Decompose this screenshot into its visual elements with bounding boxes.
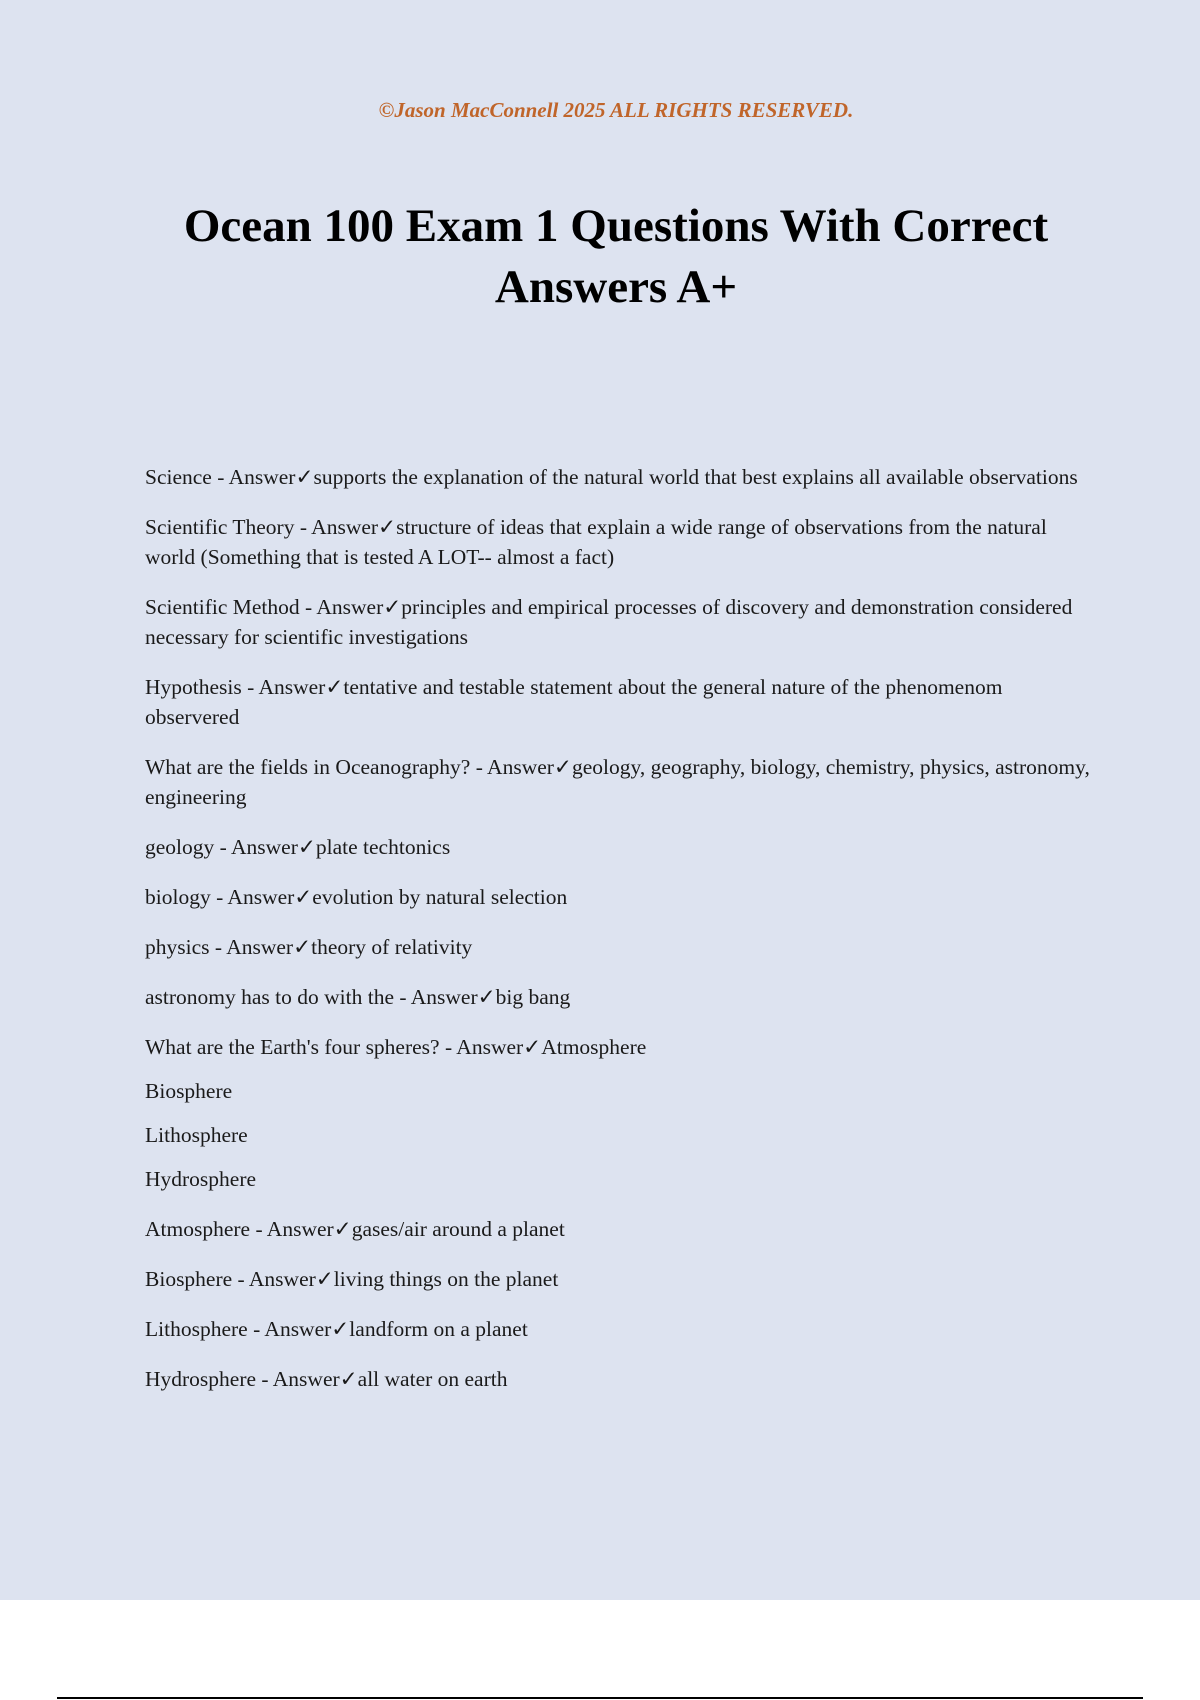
footer-divider [57,1697,1143,1699]
qa-entry-geology: geology - Answer✓plate techtonics [145,835,451,859]
qa-entry-four-spheres-biosphere: Biosphere [145,1079,233,1103]
qa-list [145,462,1095,1414]
qa-entry-biosphere: Biosphere - Answer✓living things on the planet [145,1267,559,1291]
qa-entry-scientific-method: Scientific Method - Answer✓principles and empirical processes of discovery and demonstration considered necessary for scientific investigations [145,595,1073,649]
qa-entry-science: Science - Answer✓supports the explanation of the natural world that best explains all available observations [145,465,1078,489]
qa-entry-hydrosphere: Hydrosphere - Answer✓all water on earth [145,1367,508,1391]
qa-entry-four-spheres: What are the Earth's four spheres? - Answer✓Atmosphere [145,1035,647,1059]
qa-entry-physics: physics - Answer✓theory of relativity [145,935,473,959]
qa-entry-four-spheres-hydrosphere: Hydrosphere [145,1167,257,1191]
document-title: Ocean 100 Exam 1 Questions With Correct Answers A+ [183,200,1049,313]
qa-entry-atmosphere: Atmosphere - Answer✓gases/air around a planet [145,1217,565,1241]
qa-entry-scientific-theory: Scientific Theory - Answer✓structure of ideas that explain a wide range of observations from the natural world (Something that is tested A LOT-- almost a fact) [145,515,1047,569]
qa-entry-four-spheres-lithosphere: Lithosphere [145,1123,248,1147]
qa-entry-oceanography-fields: What are the fields in Oceanography? - Answer✓geology, geography, biology, chemistry, physics, astronomy, engineering [145,755,1090,809]
qa-entry-lithosphere: Lithosphere - Answer✓landform on a planet [145,1317,528,1341]
qa-entry-astronomy: astronomy has to do with the - Answer✓big bang [145,985,571,1009]
qa-entry-biology: biology - Answer✓evolution by natural selection [145,885,568,909]
copyright-notice: ©Jason MacConnell 2025 ALL RIGHTS RESERVED. [378,98,854,122]
qa-entry-hypothesis: Hypothesis - Answer✓tentative and testable statement about the general nature of the phenomenom observered [145,675,1003,729]
